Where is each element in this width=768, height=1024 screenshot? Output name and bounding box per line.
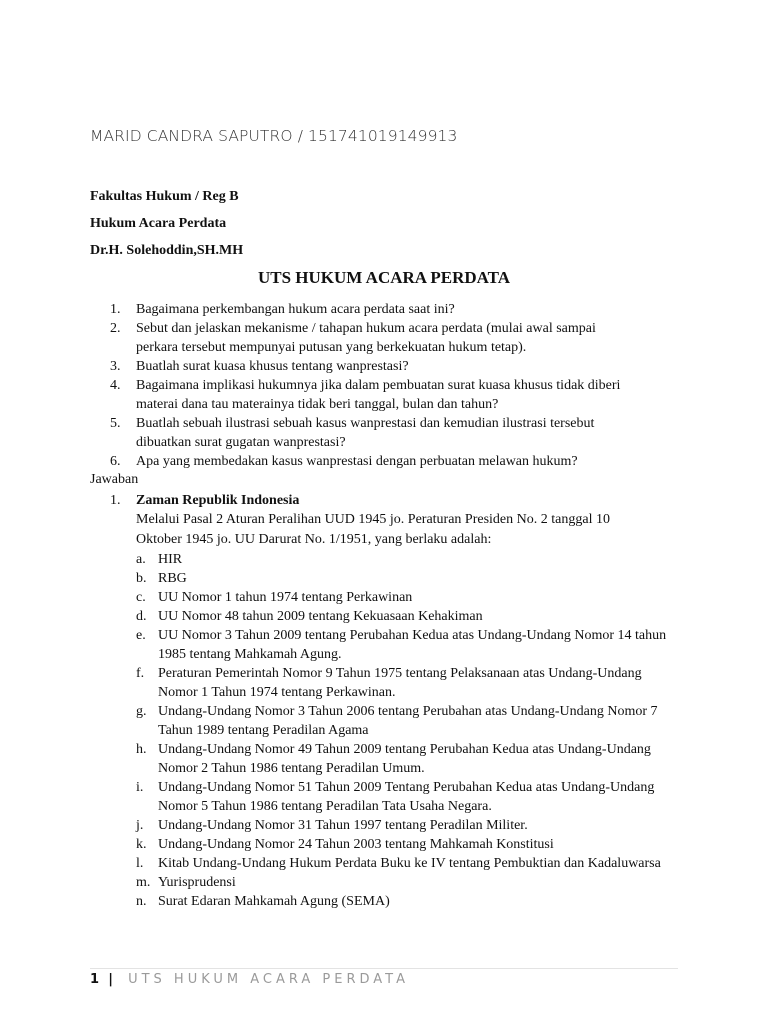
item-text: UU Nomor 48 tahun 2009 tentang Kekuasaan Kehakiman	[158, 609, 483, 624]
item-text: Surat Edaran Mahkamah Agung (SEMA)	[158, 894, 390, 909]
list-item	[0, 569, 673, 588]
question-number: 2.	[110, 321, 121, 336]
item-text: Yurisprudensi	[158, 875, 236, 890]
list-item	[0, 835, 673, 854]
page-number: 1	[90, 972, 101, 987]
answer-heading: Zaman Republik Indonesia	[136, 493, 300, 508]
item-text: Undang-Undang Nomor 49 Tahun 2009 tentang Perubahan Kedua atas Undang-Undang Nomor 2 Tahun 1986 tentang Peradilan Umum.	[158, 742, 651, 776]
question-text: Sebut dan jelaskan mekanisme / tahapan hukum acara perdata (mulai awal sampai perkara tersebut mempunyai putusan yang berkekuatan hukum tetap).	[136, 321, 596, 355]
item-letter: m.	[136, 875, 151, 890]
question-item	[0, 357, 636, 376]
list-item	[0, 702, 673, 740]
list-item	[0, 873, 673, 892]
question-number: 5.	[110, 416, 121, 431]
item-letter: b.	[136, 571, 147, 586]
question-item	[0, 376, 636, 414]
faculty-line: Fakultas Hukum / Reg B	[90, 189, 239, 204]
item-text: Undang-Undang Nomor 3 Tahun 2006 tentang Perubahan atas Undang-Undang Nomor 7 Tahun 1989 tentang Peradilan Agama	[158, 704, 658, 738]
running-title: UTS HUKUM ACARA PERDATA	[128, 972, 409, 987]
question-number: 1.	[110, 302, 121, 317]
item-text: RBG	[158, 571, 187, 586]
list-item	[0, 588, 673, 607]
item-text: Kitab Undang-Undang Hukum Perdata Buku ke IV tentang Pembuktian dan Kadaluwarsa	[158, 856, 661, 871]
list-item	[0, 854, 673, 873]
item-letter: l.	[136, 856, 144, 871]
item-text: Undang-Undang Nomor 24 Tahun 2003 tentang Mahkamah Konstitusi	[158, 837, 554, 852]
author-line: MARID CANDRA SAPUTRO / 151741019149913	[90, 127, 458, 145]
list-item	[0, 626, 673, 664]
list-item	[0, 607, 673, 626]
question-item	[0, 319, 636, 357]
item-letter: d.	[136, 609, 147, 624]
question-text: Buatlah surat kuasa khusus tentang wanprestasi?	[136, 359, 409, 374]
course-line: Hukum Acara Perdata	[90, 216, 227, 231]
item-letter: c.	[136, 590, 146, 605]
item-text: Peraturan Pemerintah Nomor 9 Tahun 1975 tentang Pelaksanaan atas Undang-Undang Nomor 1 Tahun 1974 tentang Perkawinan.	[158, 666, 642, 700]
law-source-list	[0, 550, 768, 911]
document-title: UTS HUKUM ACARA PERDATA	[257, 268, 511, 287]
question-text: Apa yang membedakan kasus wanprestasi dengan perbuatan melawan hukum?	[136, 454, 578, 469]
question-number: 4.	[110, 378, 121, 393]
question-text: Bagaimana perkembangan hukum acara perdata saat ini?	[136, 302, 455, 317]
item-letter: g.	[136, 704, 147, 719]
question-list	[0, 300, 768, 471]
item-text: Undang-Undang Nomor 31 Tahun 1997 tentang Peradilan Militer.	[158, 818, 528, 833]
footer-divider	[90, 968, 678, 969]
item-letter: e.	[136, 628, 146, 643]
question-text: Bagaimana implikasi hukumnya jika dalam pembuatan surat kuasa khusus tidak diberi materai dana tau materainya tidak beri tanggal, bulan dan tahun?	[136, 378, 621, 412]
question-number: 3.	[110, 359, 121, 374]
answer-number: 1.	[110, 493, 121, 508]
lecturer-line: Dr.H. Solehoddin,SH.MH	[90, 243, 244, 258]
list-item	[0, 816, 673, 835]
item-letter: h.	[136, 742, 147, 757]
item-text: HIR	[158, 552, 183, 567]
question-text: Buatlah sebuah ilustrasi sebuah kasus wanprestasi dan kemudian ilustrasi tersebut dibuatkan surat gugatan wanprestasi?	[136, 416, 595, 450]
list-item	[0, 778, 673, 816]
question-item	[0, 414, 636, 452]
list-item	[0, 664, 673, 702]
list-item	[0, 740, 673, 778]
item-text: UU Nomor 3 Tahun 2009 tentang Perubahan Kedua atas Undang-Undang Nomor 14 tahun 1985 tentang Mahkamah Agung.	[158, 628, 667, 662]
item-letter: i.	[136, 780, 144, 795]
item-letter: k.	[136, 837, 147, 852]
item-letter: n.	[136, 894, 147, 909]
question-number: 6.	[110, 454, 121, 469]
answer-label: Jawaban	[90, 472, 139, 487]
answer-heading-row	[0, 491, 768, 510]
answer-intro: Melalui Pasal 2 Aturan Peralihan UUD 1945 jo. Peraturan Presiden No. 2 tanggal 10 Oktober 1945 jo. UU Darurat No. 1/1951, yang berlaku adalah:	[136, 512, 610, 547]
question-item	[0, 452, 636, 471]
item-letter: j.	[136, 818, 144, 833]
footer-separator: |	[108, 972, 114, 987]
list-item	[0, 550, 673, 569]
question-item	[0, 300, 636, 319]
page-footer	[90, 972, 409, 987]
list-item	[0, 892, 673, 911]
item-text: Undang-Undang Nomor 51 Tahun 2009 Tentang Perubahan Kedua atas Undang-Undang Nomor 5 Tahun 1986 tentang Peradilan Tata Usaha Negara.	[158, 780, 655, 814]
item-text: UU Nomor 1 tahun 1974 tentang Perkawinan	[158, 590, 413, 605]
answer-section	[0, 491, 768, 911]
item-letter: f.	[136, 666, 145, 681]
item-letter: a.	[136, 552, 146, 567]
